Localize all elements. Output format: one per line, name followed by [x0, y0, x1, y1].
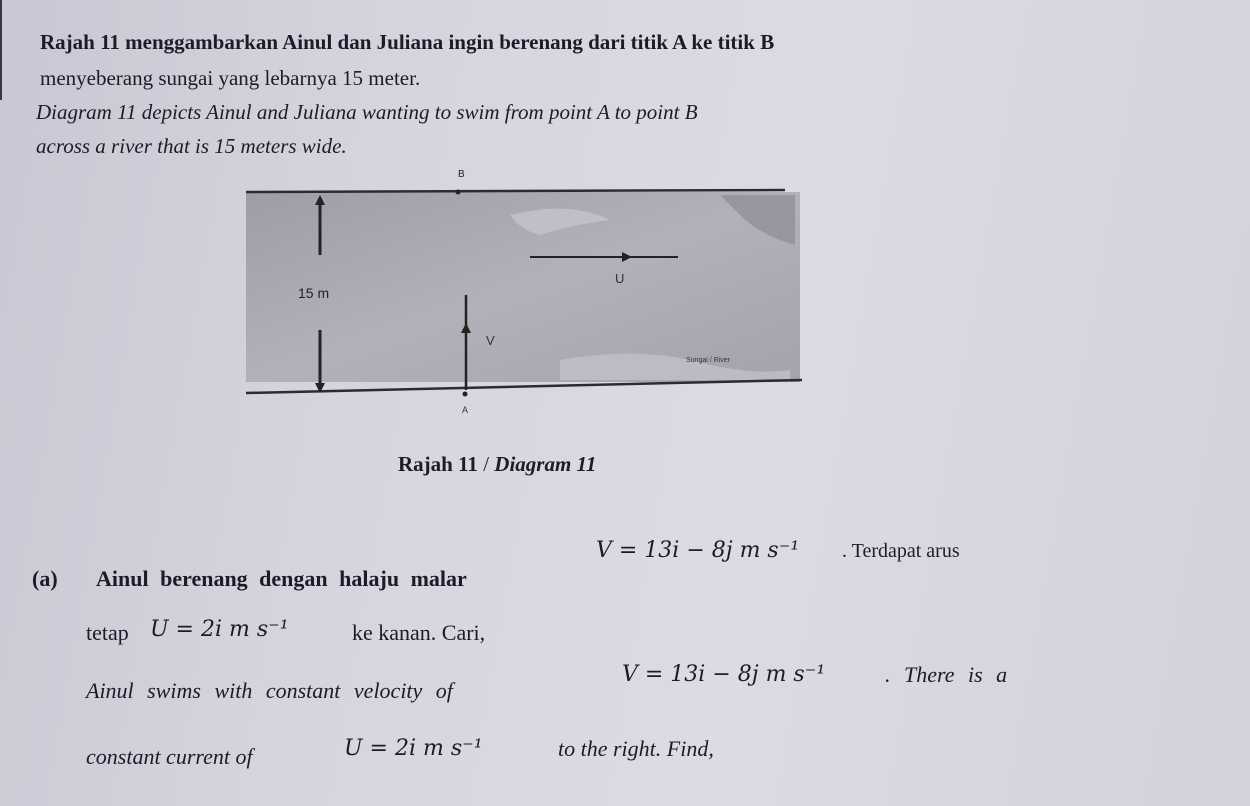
- river-label: Sungai / River: [686, 357, 730, 364]
- river-bank-top: [246, 190, 785, 192]
- page-margin-line: [0, 0, 2, 100]
- point-a-label: A: [462, 405, 469, 415]
- point-a: [463, 392, 468, 397]
- width-label: 15 m: [298, 285, 330, 301]
- question-a-english-current: U = 2i m s⁻¹: [344, 736, 483, 761]
- swim-label: V: [486, 333, 495, 348]
- paragraph-malay-line2: menyeberang sungai yang lebarnya 15 meter.: [40, 66, 421, 90]
- question-a-malay-text3: tetap: [86, 620, 129, 645]
- question-a-malay-text2: . Terdapat arus: [842, 540, 960, 562]
- diagram-caption: [398, 452, 596, 477]
- question-a-malay-text4: ke kanan. Cari,: [352, 620, 486, 645]
- caption-malay: Rajah 11: [398, 452, 478, 476]
- question-a-english-velocity: V = 13i − 8j m s⁻¹: [622, 662, 826, 687]
- river-diagram: [240, 165, 810, 425]
- paragraph-english-line2: across a river that is 15 meters wide.: [36, 134, 347, 158]
- question-a-label: (a): [32, 566, 58, 591]
- question-a-malay-text1: Ainul berenang dengan halaju malar: [96, 566, 467, 591]
- caption-separator: /: [477, 452, 495, 476]
- question-a-velocity: V = 13i − 8j m s⁻¹: [596, 538, 800, 563]
- question-a-english-text2: . There is a: [885, 662, 1008, 687]
- question-a-english-text3: constant current of: [86, 744, 253, 769]
- caption-english: Diagram 11: [494, 452, 597, 476]
- question-a-english-text1: Ainul swims with constant velocity of: [86, 678, 453, 703]
- point-b-label: B: [458, 169, 465, 180]
- paragraph-english-line1: Diagram 11 depicts Ainul and Juliana wanting to swim from point A to point B: [36, 100, 698, 124]
- question-a-current: U = 2i m s⁻¹: [150, 617, 289, 642]
- point-b: [456, 190, 461, 195]
- question-a-english-text4: to the right. Find,: [558, 736, 714, 761]
- paragraph-malay-line1: Rajah 11 menggambarkan Ainul dan Juliana ingin berenang dari titik A ke titik B: [40, 30, 775, 54]
- current-label: U: [615, 271, 625, 286]
